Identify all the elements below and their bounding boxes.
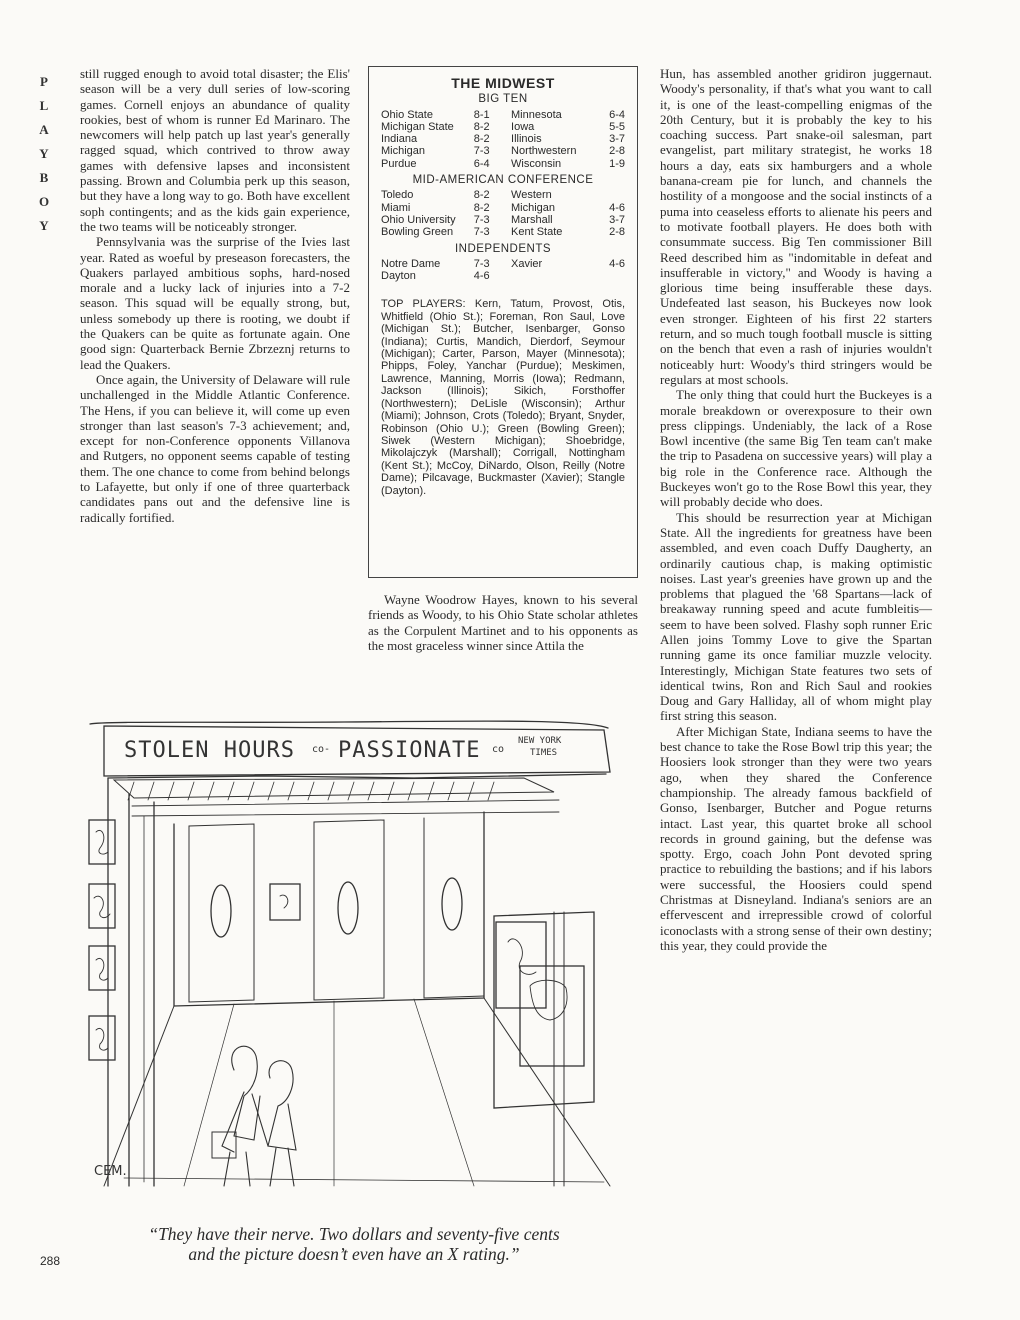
team-name: Toledo — [381, 189, 414, 202]
caption-line-1: “They have their nerve. Two dollars and seventy-five cents — [148, 1224, 560, 1244]
brand-letter: P — [40, 74, 48, 89]
paragraph: This should be resurrection year at Michigan State. All the ingredients for greatness have been assembled, and even coach Duffy Daugherty, an ordinarily cautious chap, is making optimistic noises. Last year's greenies have grown up and the problems that plagued the '68 Spartans—lack of breakaway running speed and acute fumbleitis—seem to have been solved. Flashy soph runner Eric Allen joins Tommy Love to give the Spartan running game its once familiar muzzle velocity. Interestingly, Michigan State features two sets of identical twins, Ron and Rich Saul and rookies Doug and Gary Halliday, all of whom might play first string this season. — [660, 509, 932, 724]
table-row — [381, 270, 625, 282]
standings-table — [381, 258, 625, 283]
team-record: 8-2 — [473, 120, 490, 133]
table-row — [381, 158, 625, 170]
team-record: 2-8 — [609, 226, 625, 239]
column-1 — [80, 66, 350, 525]
cartoon-illustration — [84, 716, 616, 1208]
team-record: 5-5 — [609, 120, 625, 133]
conference-heading: MID-AMERICAN CONFERENCE — [412, 174, 594, 187]
team-record: 2-8 — [609, 145, 625, 158]
paragraph: Once again, the University of Delaware will rule unchallenged in the Middle Atlantic Conference. The Hens, if you can believe it, will come up even stronger than last season's 7-3 achievement; and, except for non-Conference opponents Villanova and Rutgers, no opponent seems capable of testing them. The one chance to come from behind belongs to Lafayette, but only if one of three quarterback candidates pans out and the defensive line is radically fortified. — [80, 371, 350, 525]
conference-heading: INDEPENDENTS — [454, 242, 552, 255]
team-name: Ohio State — [381, 108, 433, 121]
team-record: 4-6 — [609, 201, 625, 214]
column-2-text — [368, 592, 638, 653]
team-name — [511, 270, 604, 282]
midwest-sidebar — [368, 66, 638, 578]
cartoon-caption — [84, 1224, 624, 1264]
table-row — [381, 109, 625, 121]
brand-letter: O — [38, 194, 50, 209]
table-row — [381, 189, 625, 201]
marquee-nyt-2: TIMES — [530, 748, 558, 758]
table-row — [381, 145, 625, 157]
page-number: 288 — [40, 1254, 61, 1268]
team-name: Western — [511, 189, 552, 202]
conference-heading: BIG TEN — [478, 93, 528, 106]
team-name: Illinois — [511, 133, 542, 146]
table-row — [381, 121, 625, 133]
team-name: Iowa — [511, 120, 535, 133]
paragraph: Pennsylvania was the surprise of the Ivies last year. Rated as woeful by preseason forecasters, the Quakers parlayed ambitious sophs, hard-nosed morale and a lucky lack of injuries into a 7-2 season. This squad will be equally strong, but, unless somebody up there is rooting, we doubt if the Quakers can be quite as fortunate again. One good sign: Quarterback Bernie Zbrzeznj returns to lead the Quakers. — [80, 234, 350, 372]
team-record: 8-1 — [473, 108, 490, 121]
brand-letter: L — [39, 98, 49, 113]
team-name: Indiana — [381, 133, 418, 146]
marquee-co-2: co — [492, 744, 505, 755]
team-record: 1-9 — [609, 157, 625, 170]
team-name: Minnesota — [511, 108, 562, 121]
paragraph: still rugged enough to avoid total disaster; the Elis' season will be a very dull series of low-scoring games. Cornell enjoys an abundance of quality rookies, best of whom is runner Ed Marinaro. The newcomers will help patch up last year's generally ragged squad, which contrived to throw away games with defensive lapses and inconsistent passing. Brown and Columbia perk up this season, but they have a long way to go. Both have excellent soph contingents; and as the kids gain experience, the two teams will be noticeably stronger. — [80, 66, 350, 234]
marquee-title-stolen-hours: STOLEN HOURS — [124, 738, 295, 763]
marquee-co-1: co- — [312, 744, 331, 755]
paragraph: Wayne Woodrow Hayes, known to his several friends as Woody, to his Ohio State scholar athletes as the Corpulent Martinet and to his opponents as the most graceless winner since Attila the — [368, 592, 638, 653]
brand-letter: Y — [39, 218, 49, 233]
table-row — [381, 202, 625, 214]
team-name: Michigan — [511, 201, 556, 214]
team-record — [604, 189, 625, 201]
team-name: Ohio University — [381, 213, 456, 226]
paragraph: The only thing that could hurt the Buckeyes is a morale breakdown or overexposure to their own press clippings. Undeniably, the lack of a Rose Bowl incentive (the same Big Ten team can't make the trip to Pasadena on successive years) will play a big role in the Conference race. Although the Buckeyes won't go to the Rose Bowl this year, they will probably decide who does. — [660, 387, 932, 510]
team-name: Notre Dame — [381, 257, 441, 270]
team-record: 7-3 — [473, 226, 490, 239]
cartoon-signature: CEM. — [94, 1164, 127, 1179]
team-record: 3-7 — [609, 213, 625, 226]
team-record: 4-6 — [473, 270, 490, 283]
marquee-text — [112, 734, 602, 772]
table-row — [381, 258, 625, 270]
team-name: Miami — [381, 201, 411, 214]
brand-letter: A — [39, 122, 49, 137]
team-name: Wisconsin — [511, 157, 562, 170]
team-name: Purdue — [381, 157, 417, 170]
team-name: Dayton — [381, 270, 416, 283]
column-3 — [660, 66, 932, 953]
team-record: 7-3 — [473, 213, 490, 226]
team-record: 4-6 — [609, 257, 625, 270]
team-record: 8-2 — [473, 189, 490, 202]
table-row — [381, 214, 625, 226]
team-record: 6-4 — [609, 108, 625, 121]
table-row — [381, 133, 625, 145]
team-name: Michigan — [381, 145, 426, 158]
top-players: TOP PLAYERS: Kern, Tatum, Provost, Otis, Whitfield (Ohio St.); Foreman, Ron Saul, Love (Michigan St.); Butcher, Isenbarger, Gonso (Indiana); Curtis, Mandich, Dierdorf, Seymour (Michigan); Carter, Parson, Mayer (Minnesota); Phipps, Foley, Yanchar (Purdue); Meskimen, Lawrence, Manning, Morris (Iowa); Redmann, Jackson (Illinois); Sikich, Forsthoffer (Northwestern); DeLisle (Wisconsin); Arthur (Miami); Johnson, Crots (Toledo); Bryant, Snyder, Robinson (Ohio U.); Green (Bowling Green); Siwek (Western Michigan); Shoebridge, Mikolajczyk (Marshall); Corrigall, Nottingham (Kent St.); McCoy, DiNardo, Olson, Reilly (Notre Dame); Pilcavage, Buckmaster (Xavier); Stangle (Dayton). — [381, 298, 625, 497]
sidebar-title: THE MIDWEST — [451, 75, 555, 91]
team-record: 8-2 — [473, 133, 490, 146]
team-name: Northwestern — [511, 145, 577, 158]
team-record: 6-4 — [473, 157, 490, 170]
team-name: Michigan State — [381, 120, 454, 133]
table-row — [381, 226, 625, 238]
team-record — [604, 270, 625, 282]
team-name: Bowling Green — [381, 226, 454, 239]
caption-line-2: and the picture doesn’t even have an X rating.” — [188, 1244, 520, 1264]
paragraph: Hun, has assembled another gridiron juggernaut. Woody's personality, if that's what you want to call it, is one of the least-compelling enigmas of the 20th Century, but it is probably the key to his coaching success. Part snake-oil salesman, part evangelist, part military strategist, he works 18 hours a day, eats six hamburgers and a whole banana-cream pie for lunch, and channels the hostility of a mongoose and the social instincts of a puma into ceaseless efforts to alienate his peers and to motivate football players. He does both with consummate success. Big Ten commissioner Bill Reed described him as "indomitable in defeat and insufferable in victory," and Woody is having a glorious time being insufferable these days. Undefeated last season, his Buckeyes now look even stronger. Eighteen of his first 22 starters return, and so much tough football muscle is sitting on the bench that even a rash of injuries wouldn't noticeably hurt: Woody's third stringers would be regulars at most schools. — [660, 66, 932, 387]
brand-letter: Y — [39, 146, 49, 161]
team-name: Xavier — [511, 257, 543, 270]
team-record: 7-3 — [473, 257, 490, 270]
marquee-title-passionate: PASSIONATE — [338, 738, 481, 763]
team-name: Marshall — [511, 213, 553, 226]
team-record: 8-2 — [473, 201, 490, 214]
paragraph: After Michigan State, Indiana seems to have the best chance to take the Rose Bowl trip this year; the Hoosiers look stronger than they were two years ago, when they shared the Conference championship. The already famous backfield of Gonso, Isenbarger, Butcher and Pogue returns intact. Last year, this quartet broke all school records in ground gaining, but the defense was spotty. Ergo, coach John Pont devoted spring practice to rebuilding the bastions; and if his labors were successful, the Hoosiers could spend Christmas at Disneyland. Indiana's seniors are an effervescent and irrepressible crowd of colorful iconoclasts with a strong sense of their own destiny; this year, they could provide the — [660, 723, 932, 953]
team-name: Kent State — [511, 226, 563, 239]
standings-table — [381, 189, 625, 238]
conference-tables — [381, 93, 625, 282]
standings-table — [381, 109, 625, 170]
brand-vertical — [34, 70, 54, 238]
team-record: 7-3 — [473, 145, 490, 158]
team-record: 3-7 — [609, 133, 625, 146]
brand-letter: B — [39, 170, 49, 185]
marquee-nyt-1: NEW YORK — [518, 736, 562, 746]
